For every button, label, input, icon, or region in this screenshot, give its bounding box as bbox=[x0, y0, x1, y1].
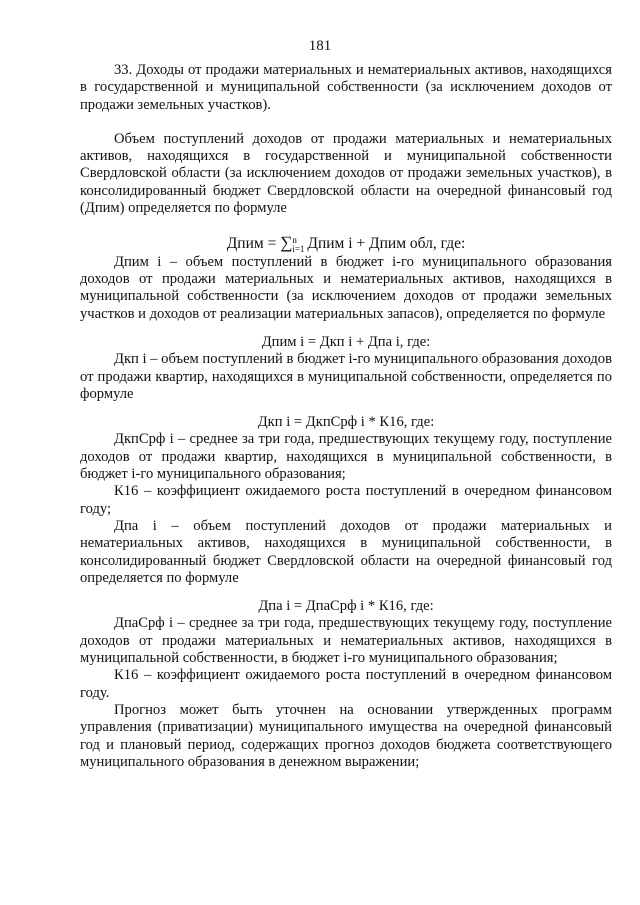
intro-paragraph: Объем поступлений доходов от продажи материальных и нематериальных активов, находящихся в государственной и муниципальной собственности Свердловской области (за исключением доходов от продажи земельных участков), в консолидированный бюджет Свердловской области на очередной финансовый год (Дпим) определяется по формуле bbox=[80, 130, 612, 217]
def-dpa-i: Дпа i – объем поступлений доходов от продажи материальных и нематериальных активов, находящихся в муниципальной собственности, в консолидированный бюджет Свердловской области на очередной финансовый год определяется по формуле bbox=[80, 517, 612, 586]
page-number: 181 bbox=[308, 38, 332, 54]
def-k16-second: К16 – коэффициент ожидаемого роста поступлений в очередном финансовом году. bbox=[80, 667, 612, 701]
def-k16-first: К16 – коэффициент ожидаемого роста поступлений в очередном финансовом году; bbox=[80, 483, 612, 517]
def-dpim-i: Дпим i – объем поступлений в бюджет i-го муниципального образования доходов от продажи материальных и нематериальных активов, находящихся в муниципальной собственности (за исключением доходов от продажи земельных участков и доходов от реализации материальных запасов), определяется по формуле bbox=[80, 253, 612, 322]
sum-lower: i=1 bbox=[292, 243, 305, 254]
closing-paragraph: Прогноз может быть уточнен на основании утвержденных программ управления (приватизации) муниципального имущества на очередной финансовый год и плановый период, содержащих прогноз доходов бюджета соответствующего муниципального образования в денежном выражении; bbox=[80, 701, 612, 770]
formula-dpa-i: Дпа i = ДпаСрф i * К16, где: bbox=[258, 598, 434, 615]
def-dkpsrf-i: ДкпСрф i – среднее за три года, предшествующих текущему году, поступление доходов от продажи квартир, находящихся в муниципальной собственности, в бюджет i-го муниципального образования; bbox=[80, 431, 612, 483]
sum-symbol: ∑ bbox=[280, 233, 293, 253]
section-heading: 33. Доходы от продажи материальных и нематериальных активов, находящихся в государственной и муниципальной собственности (за исключением доходов от продажи земельных участков). bbox=[80, 62, 612, 113]
document-body bbox=[80, 62, 612, 771]
def-dkp-i: Дкп i – объем поступлений в бюджет i-го муниципального образования доходов от продажи квартир, находящихся в муниципальной собственности, определяется по формуле bbox=[80, 351, 612, 402]
formula-dpim-lhs: Дпим = bbox=[226, 235, 281, 253]
formula-dkp-i: Дкп i = ДкпСрф i * К16, где: bbox=[257, 414, 435, 431]
formula-dpim-i: Дпим i = Дкп i + Дпа i, где: bbox=[261, 334, 431, 350]
formula-dpim-rhs: Дпим i + Дпим обл, где: bbox=[307, 235, 466, 253]
def-dpasrf-i: ДпаСрф i – среднее за три года, предшествующих текущему году, поступление доходов от продажи материальных и нематериальных активов, находящихся в муниципальной собственности, в бюджет i-го муниципального образования; bbox=[80, 615, 612, 667]
sum-upper: n bbox=[292, 234, 297, 245]
sum-limits bbox=[292, 236, 304, 254]
formula-dpim bbox=[80, 234, 612, 253]
